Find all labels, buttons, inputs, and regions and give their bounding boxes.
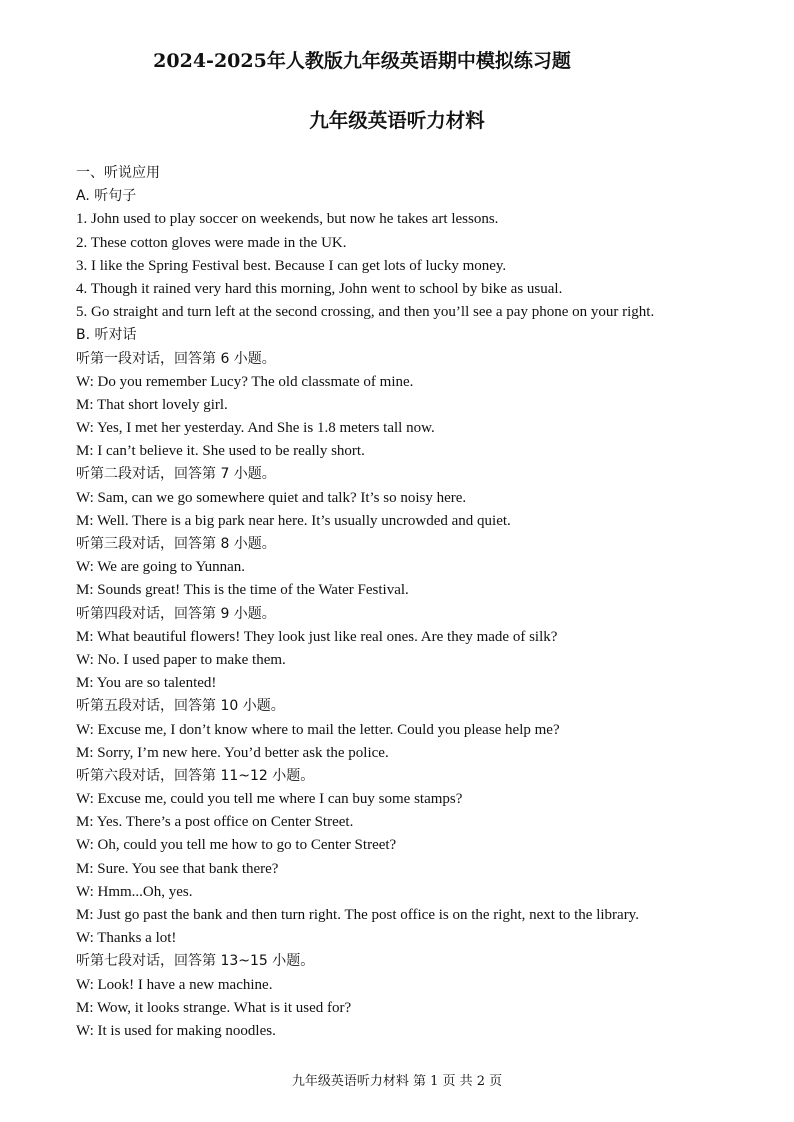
transcript-line: M: Sure. You see that bank there?	[76, 860, 279, 877]
transcript-line: W: Sam, can we go somewhere quiet and talk? It’s so noisy here.	[76, 489, 467, 506]
page-footer: 九年级英语听力材料 第 1 页 共 2 页	[291, 1074, 503, 1089]
section-heading: 听第一段对话，回答第 6 小题。	[76, 350, 276, 367]
transcript-line: 2. These cotton gloves were made in the UK.	[76, 234, 347, 251]
transcript-line: W: Do you remember Lucy? The old classmate of mine.	[76, 373, 414, 390]
transcript-line: W: Oh, could you tell me how to go to Center Street?	[76, 837, 397, 854]
transcript-line: W: No. I used paper to make them.	[76, 651, 286, 668]
transcript-line: W: Excuse me, could you tell me where I can buy some stamps?	[76, 791, 463, 808]
section-heading: A. 听句子	[76, 188, 137, 205]
document-title: 2024-2025年人教版九年级英语期中模拟练习题	[153, 50, 571, 72]
transcript-line: W: We are going to Yunnan.	[76, 559, 246, 576]
transcript-line: M: Wow, it looks strange. What is it used for?	[76, 999, 352, 1016]
transcript-line: W: Look! I have a new machine.	[76, 976, 273, 993]
transcript-line: 1. John used to play soccer on weekends, but now he takes art lessons.	[76, 211, 499, 228]
transcript-line: W: Thanks a lot!	[76, 930, 177, 947]
transcript-line: W: It is used for making noodles.	[76, 1022, 276, 1039]
transcript-line: 4. Though it rained very hard this morning, John went to school by bike as usual.	[76, 280, 563, 297]
section-heading: B. 听对话	[76, 327, 137, 344]
transcript-line: M: Sorry, I’m new here. You’d better ask the police.	[76, 744, 389, 761]
section-heading: 听第七段对话，回答第 13~15 小题。	[76, 953, 315, 970]
document-subtitle: 九年级英语听力材料	[309, 109, 485, 132]
transcript-line: M: Sounds great! This is the time of the Water Festival.	[76, 582, 409, 599]
transcript-line: 3. I like the Spring Festival best. Because I can get lots of lucky money.	[76, 257, 507, 274]
section-heading: 听第二段对话，回答第 7 小题。	[76, 466, 276, 483]
listening-transcript	[76, 162, 766, 1043]
transcript-line: M: You are so talented!	[76, 675, 217, 692]
transcript-line: W: Yes, I met her yesterday. And She is 1.8 meters tall now.	[76, 420, 435, 437]
transcript-line: M: That short lovely girl.	[76, 396, 228, 413]
transcript-line: 5. Go straight and turn left at the second crossing, and then you’ll see a pay phone on your right.	[76, 304, 655, 321]
transcript-line: W: Excuse me, I don’t know where to mail the letter. Could you please help me?	[76, 721, 560, 738]
transcript-line: W: Hmm...Oh, yes.	[76, 883, 193, 900]
section-heading: 听第四段对话，回答第 9 小题。	[76, 605, 276, 622]
transcript-line: M: Yes. There’s a post office on Center Street.	[76, 814, 354, 831]
transcript-line: M: What beautiful flowers! They look just like real ones. Are they made of silk?	[76, 628, 558, 645]
transcript-line: M: Just go past the bank and then turn right. The post office is on the right, next to the library.	[76, 907, 639, 923]
transcript-line: M: Well. There is a big park near here. It’s usually uncrowded and quiet.	[76, 512, 511, 529]
section-heading: 一、听说应用	[76, 165, 160, 181]
section-heading: 听第三段对话，回答第 8 小题。	[76, 536, 276, 552]
section-heading: 听第六段对话，回答第 11~12 小题。	[76, 767, 315, 784]
transcript-line: M: I can’t believe it. She used to be really short.	[76, 443, 365, 460]
section-heading: 听第五段对话，回答第 10 小题。	[76, 698, 285, 715]
